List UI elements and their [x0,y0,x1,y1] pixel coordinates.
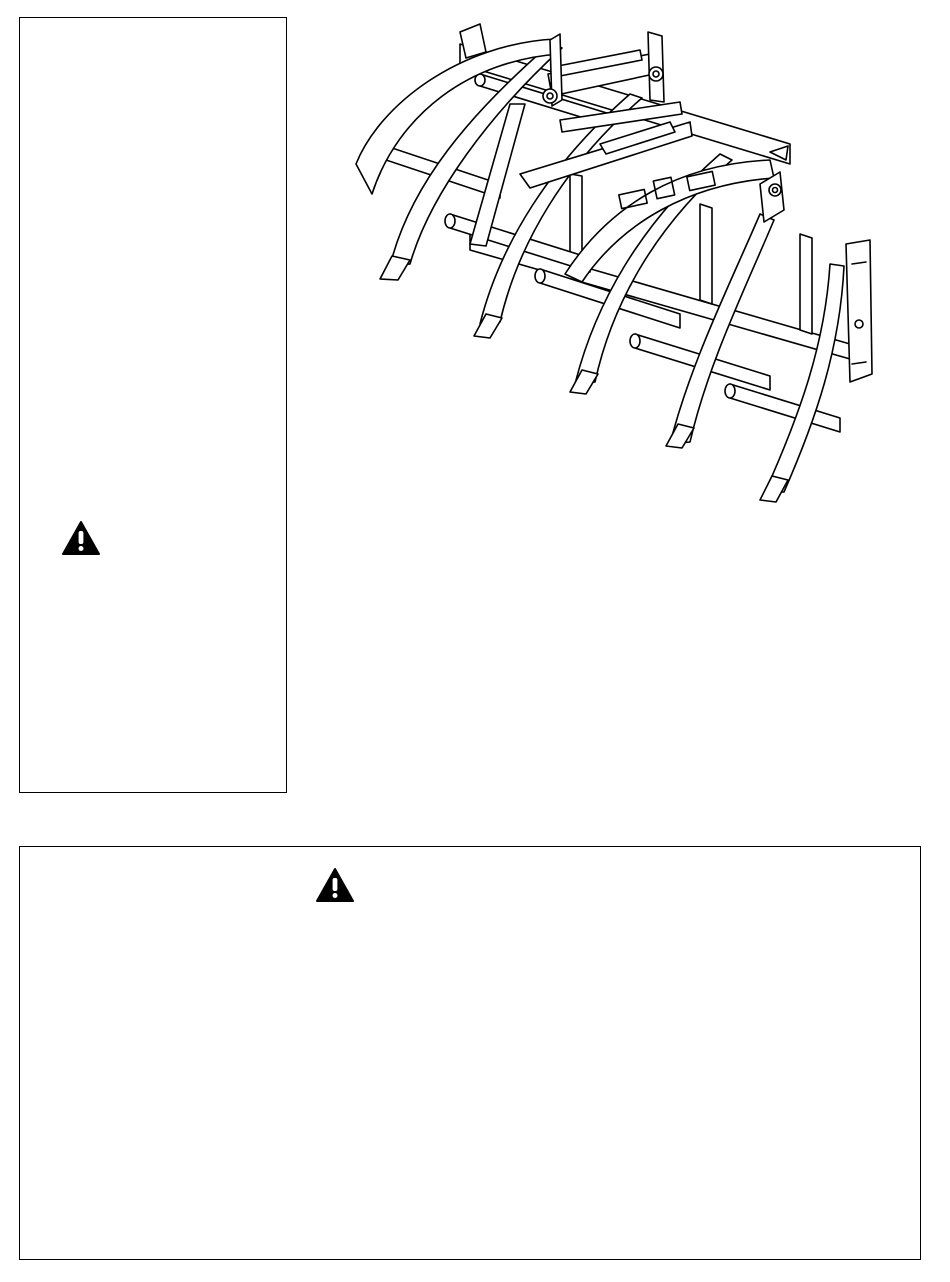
warning-triangle-icon [61,520,101,556]
warning-triangle-icon [315,867,355,903]
bottom-notice-panel [19,846,921,1260]
grapple-rake-illustration [350,14,880,506]
side-notice-panel [19,17,287,793]
